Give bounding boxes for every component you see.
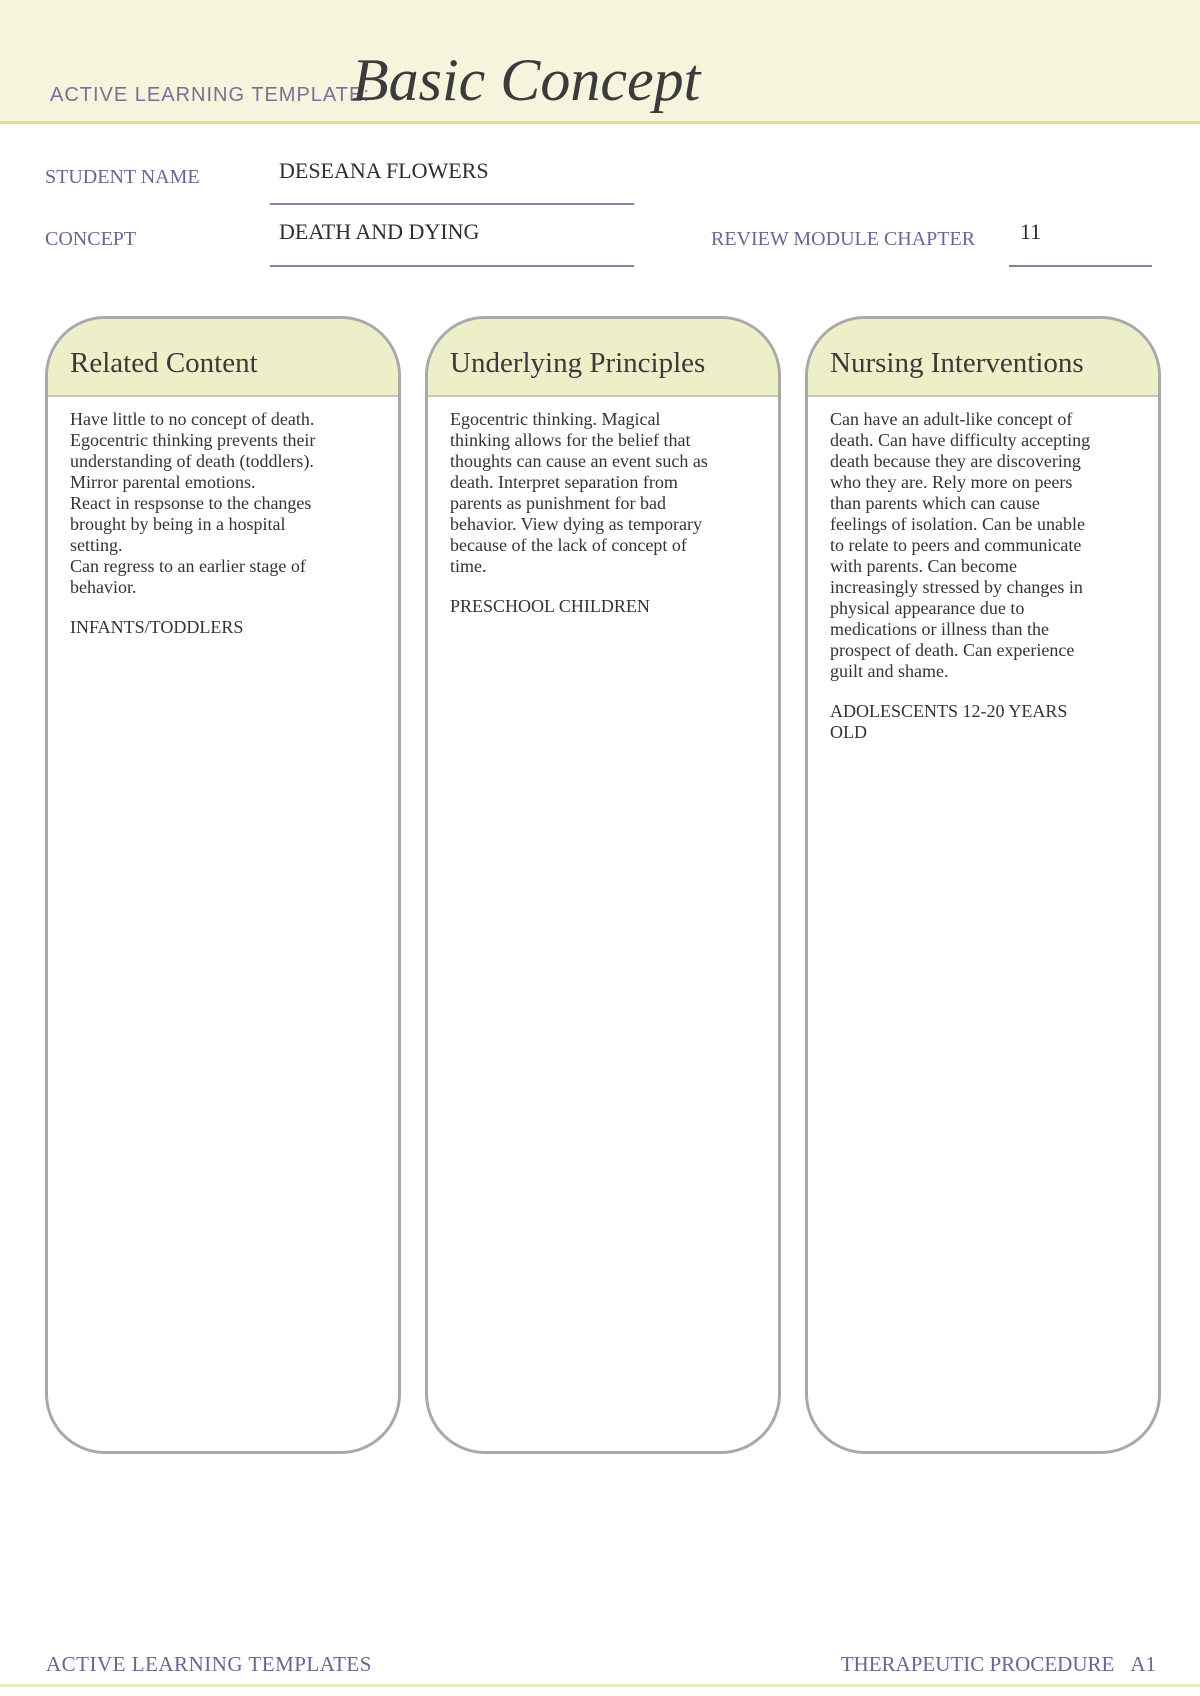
text-line: time. xyxy=(450,556,487,576)
text-line: than parents which can cause xyxy=(830,493,1040,513)
text-line: brought by being in a hospital xyxy=(70,514,286,534)
text-line: to relate to peers and communicate xyxy=(830,535,1082,555)
student-name-label: STUDENT NAME xyxy=(45,166,200,188)
age-group-tag: ADOLESCENTS 12-20 YEARS xyxy=(830,701,1068,721)
text-line: death. Can have difficulty accepting xyxy=(830,430,1091,450)
chapter-underline xyxy=(1009,265,1152,267)
student-name-field[interactable]: DESEANA FLOWERS xyxy=(279,158,489,183)
text-line: parents as punishment for bad xyxy=(450,493,666,513)
text-line: thoughts can cause an event such as xyxy=(450,451,708,471)
page-title: Basic Concept xyxy=(352,47,701,113)
text-line: behavior. xyxy=(70,577,137,597)
concept-label: CONCEPT xyxy=(45,228,137,250)
card-header xyxy=(428,319,778,397)
card-title: Nursing Interventions xyxy=(830,347,1084,379)
text-line: because of the lack of concept of xyxy=(450,535,687,555)
age-group-tag: INFANTS/TODDLERS xyxy=(70,617,244,637)
text-line: Have little to no concept of death. xyxy=(70,409,315,429)
card-nursing-interventions xyxy=(805,316,1161,1454)
text-line: increasingly stressed by changes in xyxy=(830,577,1083,597)
text-line: death because they are discovering xyxy=(830,451,1081,471)
age-group-tag-continued: OLD xyxy=(830,722,867,742)
card-text[interactable] xyxy=(48,397,398,638)
text-line: Can regress to an earlier stage of xyxy=(70,556,306,576)
header-divider xyxy=(0,121,1200,124)
footer-title: ACTIVE LEARNING TEMPLATES xyxy=(46,1652,372,1676)
text-line: feelings of isolation. Can be unable xyxy=(830,514,1085,534)
text-line: setting. xyxy=(70,535,123,555)
card-underlying-principles xyxy=(425,316,781,1454)
text-line: physical appearance due to xyxy=(830,598,1025,618)
card-text[interactable] xyxy=(808,397,1158,743)
text-line: with parents. Can become xyxy=(830,556,1017,576)
text-line: medications or illness than the xyxy=(830,619,1049,639)
card-title: Related Content xyxy=(70,347,258,379)
text-line: prospect of death. Can experience xyxy=(830,640,1075,660)
concept-field[interactable]: DEATH AND DYING xyxy=(279,219,480,244)
text-line: Can have an adult-like concept of xyxy=(830,409,1073,429)
text-line: Egocentric thinking. Magical xyxy=(450,409,661,429)
card-header xyxy=(48,319,398,397)
text-line: understanding of death (toddlers). xyxy=(70,451,314,471)
card-related-content xyxy=(45,316,401,1454)
footer-code: A1 xyxy=(1130,1652,1156,1676)
text-line: thinking allows for the belief that xyxy=(450,430,691,450)
concept-underline xyxy=(270,265,634,267)
text-line: behavior. View dying as temporary xyxy=(450,514,703,534)
template-label: ACTIVE LEARNING TEMPLATE: xyxy=(50,84,370,106)
student-name-underline xyxy=(270,203,634,205)
chapter-field[interactable]: 11 xyxy=(1020,219,1042,244)
footer-procedure: THERAPEUTIC PROCEDURE xyxy=(840,1652,1115,1676)
card-header xyxy=(808,319,1158,397)
footer-category xyxy=(841,1652,1156,1677)
card-text[interactable] xyxy=(428,397,778,617)
age-group-tag: PRESCHOOL CHILDREN xyxy=(450,596,650,616)
text-line: death. Interpret separation from xyxy=(450,472,678,492)
card-title: Underlying Principles xyxy=(450,347,706,379)
footer-divider xyxy=(0,1684,1200,1687)
text-line: Egocentric thinking prevents their xyxy=(70,430,316,450)
text-line: who they are. Rely more on peers xyxy=(830,472,1073,492)
text-line: Mirror parental emotions. xyxy=(70,472,256,492)
chapter-label: REVIEW MODULE CHAPTER xyxy=(711,228,976,250)
text-line: guilt and shame. xyxy=(830,661,949,681)
text-line: React in respsonse to the changes xyxy=(70,493,312,513)
